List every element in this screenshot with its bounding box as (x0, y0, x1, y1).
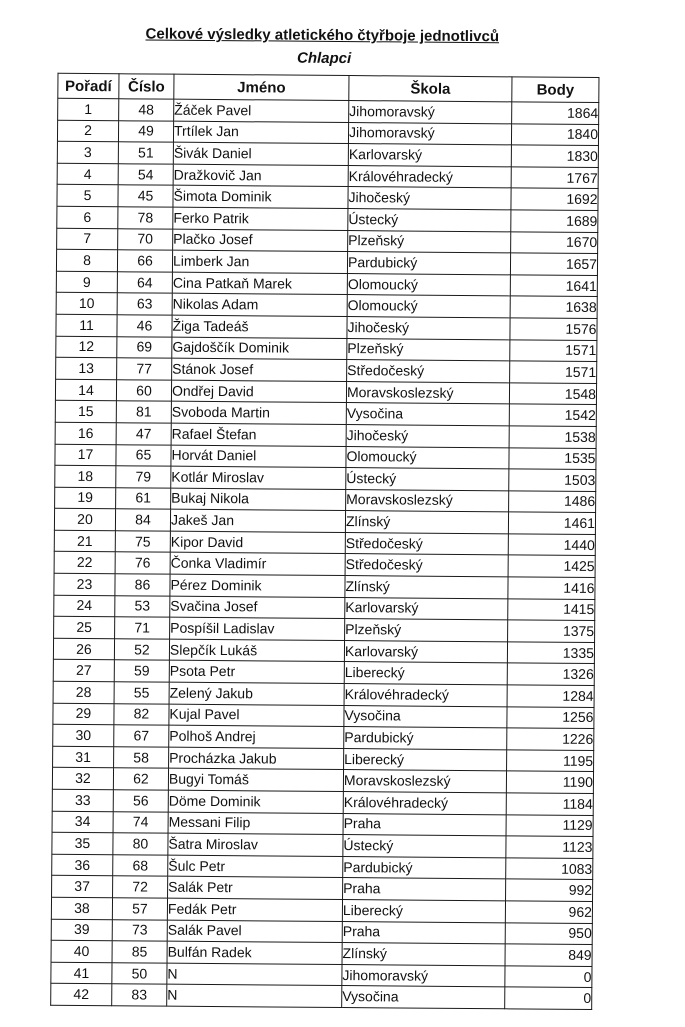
cell-number: 80 (113, 833, 168, 855)
cell-points: 1256 (507, 706, 594, 728)
cell-number: 56 (113, 790, 168, 812)
cell-name: Messani Filip (168, 812, 343, 835)
cell-points: 1638 (510, 296, 597, 318)
cell-name: Bulfán Radek (167, 941, 342, 964)
cell-name: Polhoš Andrej (169, 725, 344, 748)
cell-points: 992 (506, 879, 593, 901)
cell-number: 62 (113, 768, 168, 790)
cell-name: Trtílek Jan (173, 121, 348, 144)
cell-school: Jihočeský (346, 424, 509, 447)
cell-points: 1326 (507, 663, 594, 685)
results-table (50, 73, 599, 1010)
cell-rank: 32 (52, 768, 113, 790)
cell-name: N (167, 984, 342, 1007)
table-row (51, 984, 592, 1010)
cell-rank: 21 (54, 530, 115, 552)
cell-points: 0 (505, 987, 592, 1009)
cell-name: Bugyi Tomáš (168, 769, 343, 792)
cell-points: 1535 (509, 447, 596, 469)
cell-name: Svačina Josef (170, 596, 345, 619)
cell-rank: 20 (54, 509, 115, 531)
cell-name: Slepčík Lukáš (169, 639, 344, 662)
cell-school: Pardubický (347, 252, 510, 275)
header-name: Jméno (174, 74, 349, 100)
cell-points: 1830 (511, 145, 598, 167)
cell-rank: 5 (57, 185, 118, 207)
cell-rank: 38 (51, 897, 112, 919)
cell-rank: 2 (57, 120, 118, 142)
cell-number: 70 (118, 228, 173, 250)
cell-points: 1692 (511, 188, 598, 210)
cell-rank: 30 (53, 724, 114, 746)
cell-number: 86 (115, 574, 170, 596)
cell-school: Zlínský (345, 511, 508, 534)
cell-rank: 33 (52, 789, 113, 811)
cell-name: Gajdoščík Dominik (172, 337, 347, 360)
cell-points: 1416 (508, 577, 595, 599)
cell-rank: 1 (58, 98, 119, 120)
cell-points: 1864 (512, 102, 599, 124)
document-subtitle-text: Chlapci (296, 49, 352, 68)
cell-name: Kujal Pavel (169, 704, 344, 727)
cell-school: Liberecký (344, 748, 507, 771)
cell-number: 66 (117, 250, 172, 272)
cell-name: Nikolas Adam (172, 294, 347, 317)
cell-points: 0 (505, 966, 592, 988)
cell-school: Praha (342, 921, 505, 944)
cell-school: Vysočina (344, 705, 507, 728)
cell-rank: 10 (56, 293, 117, 315)
cell-school: Karlovarský (344, 640, 507, 663)
cell-rank: 4 (57, 163, 118, 185)
cell-school: Pardubický (344, 727, 507, 750)
cell-rank: 3 (57, 141, 118, 163)
cell-points: 1548 (509, 383, 596, 405)
cell-number: 46 (117, 315, 172, 337)
cell-points: 1538 (509, 426, 596, 448)
cell-rank: 34 (52, 811, 113, 833)
cell-school: Jihomoravský (348, 122, 511, 145)
cell-rank: 35 (52, 832, 113, 854)
cell-points: 1571 (510, 339, 597, 361)
cell-points: 1576 (510, 318, 597, 340)
cell-points: 1641 (510, 275, 597, 297)
cell-school: Jihočeský (347, 316, 510, 339)
cell-points: 1415 (508, 598, 595, 620)
cell-school: Pardubický (343, 856, 506, 879)
cell-rank: 19 (55, 487, 116, 509)
cell-rank: 8 (56, 249, 117, 271)
cell-number: 45 (118, 185, 173, 207)
cell-rank: 37 (52, 876, 113, 898)
cell-rank: 28 (53, 681, 114, 703)
cell-name: Žiga Tadeáš (172, 315, 347, 338)
cell-number: 55 (114, 682, 169, 704)
cell-name: Kotlár Miroslav (171, 466, 346, 489)
cell-school: Liberecký (344, 662, 507, 685)
cell-rank: 15 (55, 401, 116, 423)
cell-school: Olomoucký (346, 446, 509, 469)
cell-rank: 14 (55, 379, 116, 401)
cell-number: 78 (118, 207, 173, 229)
cell-number: 73 (112, 919, 167, 941)
cell-rank: 29 (53, 703, 114, 725)
cell-school: Liberecký (342, 900, 505, 923)
cell-points: 1542 (509, 404, 596, 426)
cell-school: Středočeský (345, 554, 508, 577)
header-school: Škola (349, 76, 512, 102)
cell-number: 76 (115, 552, 170, 574)
cell-school: Karlovarský (345, 597, 508, 620)
cell-rank: 22 (54, 552, 115, 574)
cell-school: Královéhradecký (343, 792, 506, 815)
cell-number: 72 (113, 876, 168, 898)
header-rank: Pořadí (58, 73, 119, 98)
cell-school: Středočeský (347, 360, 510, 383)
cell-school: Královéhradecký (348, 165, 511, 188)
cell-school: Praha (343, 813, 506, 836)
cell-name: Procházka Jakub (169, 747, 344, 770)
cell-rank: 12 (56, 336, 117, 358)
cell-name: Döme Dominik (168, 790, 343, 813)
cell-name: Zelený Jakub (169, 682, 344, 705)
cell-school: Karlovarský (348, 144, 511, 167)
cell-rank: 24 (54, 595, 115, 617)
cell-number: 58 (114, 747, 169, 769)
cell-name: Dražkovič Jan (173, 164, 348, 187)
cell-name: Jakeš Jan (170, 509, 345, 532)
cell-number: 74 (113, 811, 168, 833)
cell-rank: 7 (57, 228, 118, 250)
cell-points: 1184 (506, 793, 593, 815)
header-number: Číslo (119, 74, 174, 99)
cell-number: 65 (116, 444, 171, 466)
cell-points: 1335 (507, 642, 594, 664)
cell-rank: 9 (56, 271, 117, 293)
cell-school: Jihočeský (348, 187, 511, 210)
cell-number: 53 (115, 595, 170, 617)
cell-number: 81 (116, 401, 171, 423)
cell-number: 61 (116, 487, 171, 509)
cell-points: 1767 (511, 167, 598, 189)
cell-rank: 6 (57, 206, 118, 228)
cell-points: 1284 (507, 685, 594, 707)
cell-rank: 25 (54, 617, 115, 639)
cell-number: 67 (114, 725, 169, 747)
cell-points: 1670 (511, 231, 598, 253)
cell-points: 1503 (509, 469, 596, 491)
cell-name: N (167, 963, 342, 986)
cell-points: 1375 (508, 620, 595, 642)
cell-school: Zlínský (342, 943, 505, 966)
cell-rank: 41 (51, 962, 112, 984)
cell-name: Bukaj Nikola (171, 488, 346, 511)
cell-school: Moravskoslezský (343, 770, 506, 793)
cell-school: Jihomoravský (349, 101, 512, 124)
cell-rank: 26 (53, 638, 114, 660)
cell-school: Olomoucký (347, 295, 510, 318)
cell-name: Pérez Dominik (170, 574, 345, 597)
document-subtitle (4, 47, 685, 70)
cell-name: Svoboda Martin (171, 401, 346, 424)
document-title (4, 24, 685, 47)
cell-rank: 16 (55, 422, 116, 444)
cell-number: 82 (114, 703, 169, 725)
cell-school: Vysočina (346, 403, 509, 426)
cell-name: Rafael Štefan (171, 423, 346, 446)
cell-number: 71 (115, 617, 170, 639)
cell-name: Ferko Patrik (173, 207, 348, 230)
cell-number: 85 (112, 941, 167, 963)
cell-number: 75 (115, 531, 170, 553)
cell-rank: 13 (56, 357, 117, 379)
cell-points: 1195 (507, 750, 594, 772)
cell-name: Fedák Petr (167, 898, 342, 921)
cell-name: Plačko Josef (173, 229, 348, 252)
cell-rank: 17 (55, 444, 116, 466)
cell-school: Plzeňský (348, 230, 511, 253)
cell-number: 63 (117, 293, 172, 315)
cell-name: Salák Petr (168, 877, 343, 900)
cell-name: Žáček Pavel (174, 99, 349, 122)
cell-rank: 36 (52, 854, 113, 876)
cell-points: 849 (505, 944, 592, 966)
cell-school: Královéhradecký (344, 684, 507, 707)
cell-number: 77 (117, 358, 172, 380)
cell-rank: 40 (51, 940, 112, 962)
cell-name: Šivák Daniel (173, 142, 348, 165)
cell-points: 1129 (506, 814, 593, 836)
cell-school: Praha (343, 878, 506, 901)
cell-name: Salák Pavel (167, 920, 342, 943)
cell-points: 1083 (506, 858, 593, 880)
cell-rank: 31 (53, 746, 114, 768)
cell-number: 52 (114, 639, 169, 661)
cell-number: 83 (112, 984, 167, 1006)
cell-name: Limberk Jan (172, 250, 347, 273)
cell-points: 1571 (510, 361, 597, 383)
cell-points: 1440 (508, 534, 595, 556)
cell-school: Ústecký (348, 209, 511, 232)
cell-school: Moravskoslezský (346, 489, 509, 512)
cell-number: 54 (118, 164, 173, 186)
cell-name: Šulc Petr (168, 855, 343, 878)
cell-name: Cina Patkaň Marek (172, 272, 347, 295)
cell-school: Středočeský (345, 532, 508, 555)
cell-rank: 23 (54, 573, 115, 595)
cell-name: Pospíšil Ladislav (170, 617, 345, 640)
cell-school: Moravskoslezský (346, 381, 509, 404)
cell-points: 1840 (511, 123, 598, 145)
cell-school: Vysočina (342, 986, 505, 1009)
cell-number: 47 (116, 423, 171, 445)
cell-points: 1190 (506, 771, 593, 793)
cell-name: Šatra Miroslav (168, 833, 343, 856)
cell-number: 49 (118, 120, 173, 142)
cell-name: Čonka Vladimír (170, 553, 345, 576)
cell-school: Plzeňský (347, 338, 510, 361)
cell-name: Ondřej David (171, 380, 346, 403)
cell-points: 962 (505, 901, 592, 923)
cell-number: 50 (112, 962, 167, 984)
cell-name: Psota Petr (169, 661, 344, 684)
cell-number: 84 (115, 509, 170, 531)
cell-number: 68 (113, 855, 168, 877)
cell-school: Plzeňský (345, 619, 508, 642)
cell-rank: 18 (55, 465, 116, 487)
cell-number: 64 (117, 271, 172, 293)
cell-points: 1425 (508, 555, 595, 577)
cell-number: 51 (118, 142, 173, 164)
cell-school: Olomoucký (347, 273, 510, 296)
cell-number: 59 (114, 660, 169, 682)
cell-name: Šimota Dominik (173, 186, 348, 209)
cell-rank: 11 (56, 314, 117, 336)
cell-name: Kipor David (170, 531, 345, 554)
cell-name: Stánok Josef (172, 358, 347, 381)
cell-points: 1123 (506, 836, 593, 858)
cell-points: 950 (505, 922, 592, 944)
cell-rank: 27 (53, 660, 114, 682)
cell-points: 1689 (511, 210, 598, 232)
cell-rank: 39 (51, 919, 112, 941)
cell-school: Jihomoravský (342, 964, 505, 987)
cell-points: 1486 (509, 491, 596, 513)
cell-number: 60 (116, 379, 171, 401)
cell-school: Ústecký (346, 468, 509, 491)
cell-rank: 42 (51, 984, 112, 1006)
cell-number: 79 (116, 466, 171, 488)
cell-number: 57 (112, 898, 167, 920)
cell-school: Ústecký (343, 835, 506, 858)
cell-number: 48 (119, 99, 174, 121)
cell-points: 1657 (510, 253, 597, 275)
cell-name: Horvát Daniel (171, 445, 346, 468)
cell-number: 69 (117, 336, 172, 358)
document-title-text: Celkové výsledky atletického čtyřboje jednotlivců (145, 25, 500, 46)
cell-school: Zlínský (345, 576, 508, 599)
header-points: Body (512, 77, 599, 103)
results-table-body (51, 98, 599, 1009)
cell-points: 1461 (508, 512, 595, 534)
cell-points: 1226 (507, 728, 594, 750)
